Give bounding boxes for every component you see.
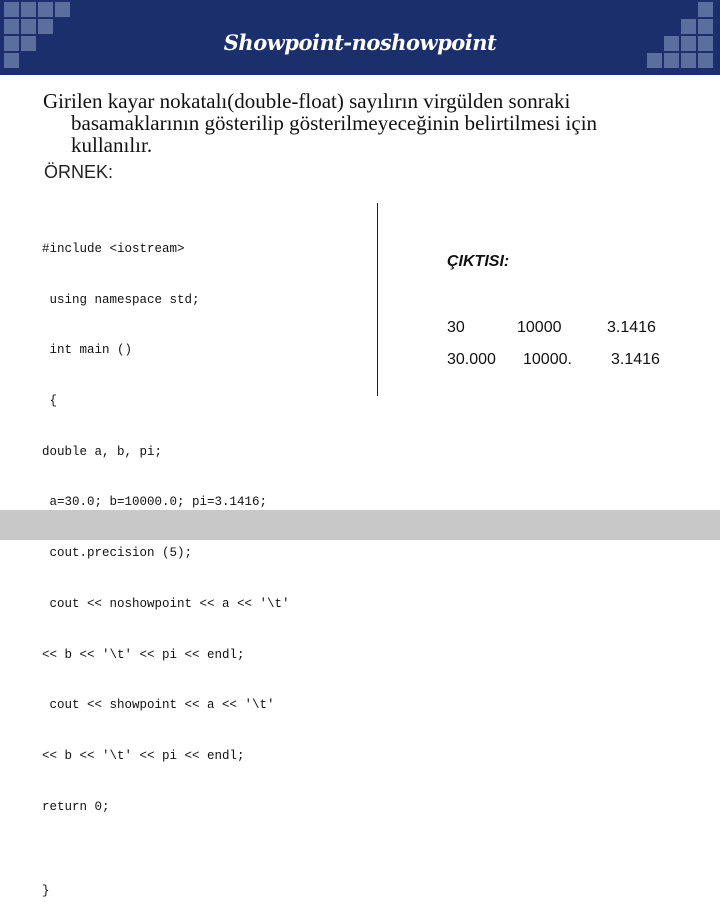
description-text [43, 90, 713, 156]
output-row1-b: 10000 [517, 319, 562, 336]
description-line-1: Girilen kayar nokatalı(double-float) sayılırın virgülden sonraki [43, 89, 571, 113]
code-line: #include <iostream> [42, 241, 185, 256]
vertical-divider [377, 203, 378, 396]
slide-header [0, 0, 720, 75]
code-line: int main () [42, 343, 133, 358]
output-row2-pi: 3.1416 [611, 351, 660, 368]
slide-footer-bar [0, 510, 720, 540]
code-line: << b << '\t' << pi << endl; [42, 749, 245, 763]
output-row1-a: 30 [447, 319, 465, 336]
code-line: return 0; [42, 799, 110, 814]
code-line: cout << noshowpoint << a << '\t' [42, 596, 290, 611]
code-line: using namespace std; [42, 292, 200, 307]
output-label: ÇIKTISI: [447, 253, 510, 270]
code-line: a=30.0; b=10000.0; pi=3.1416; [42, 495, 268, 510]
code-line: } [42, 884, 50, 899]
output-row2-a: 30.000 [447, 351, 496, 368]
code-block [42, 207, 372, 917]
output-row2-b: 10000. [523, 351, 572, 368]
description-line-3: kullanılır. [71, 133, 153, 157]
code-line: double a, b, pi; [42, 444, 163, 459]
slide-title: Showpoint-noshowpoint [223, 30, 497, 55]
description-line-2: basamaklarının gösterilip gösterilmeyeceğinin belirtilmesi için [71, 111, 598, 135]
code-line: << b << '\t' << pi << endl; [42, 647, 245, 662]
code-line: cout << showpoint << a << '\t' [42, 698, 275, 713]
code-line: cout.precision (5); [42, 546, 193, 561]
example-label: ÖRNEK: [44, 162, 114, 182]
code-line: { [42, 393, 58, 408]
output-row1-pi: 3.1416 [607, 319, 656, 336]
